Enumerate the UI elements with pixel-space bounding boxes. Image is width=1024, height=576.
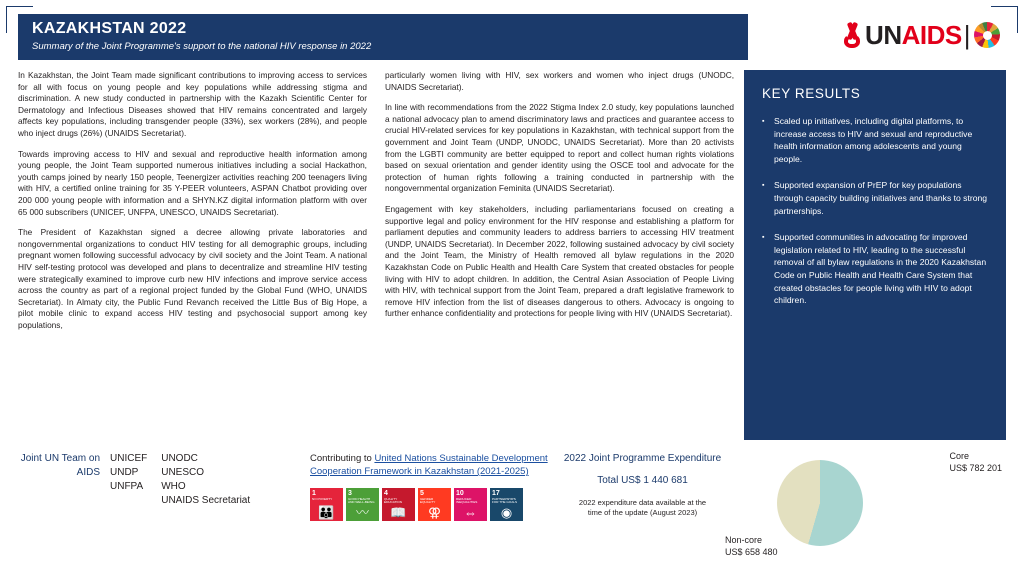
key-result-item (762, 115, 990, 165)
paragraph: particularly women living with HIV, sex workers and women who inject drugs (UNODC, UNAIDS Secretariat). (385, 70, 734, 92)
right-text-column (385, 70, 734, 440)
expenditure-title: 2022 Joint Programme Expenditure (563, 453, 722, 464)
text-columns (18, 70, 744, 440)
page-footer (18, 446, 1006, 566)
sdg-title: NO POVERTY (312, 497, 333, 501)
bullet-icon: ▪ (762, 118, 765, 125)
sdg-icon-17 (490, 488, 523, 521)
key-results-title: KEY RESULTS (762, 86, 861, 101)
cooperation-framework-text (310, 452, 560, 478)
agency-item: WHO (161, 481, 186, 492)
sdg-number: 17 (492, 490, 500, 497)
expenditure-block (560, 446, 725, 566)
sdg-icon-10 (454, 488, 487, 521)
sdg-glyph-icon: 〰 (355, 505, 369, 520)
wordmark-bar: | (963, 20, 970, 50)
expenditure-pie-chart (725, 446, 1006, 566)
left-text-column (18, 70, 367, 440)
sdg-glyph-icon: 📖 (390, 505, 407, 520)
sdg-title: QUALITY EDUCATION (384, 497, 402, 505)
key-result-text: Supported expansion of PrEP for key populations through capacity building initiatives and thanks to strong partnerships. (774, 180, 988, 216)
sdg-icon-3 (346, 488, 379, 521)
sdg-icon-5 (418, 488, 451, 521)
pie-label-noncore-name: Non-core (725, 535, 763, 545)
unaids-logo (841, 20, 1000, 50)
pie-chart-graphic (777, 460, 863, 546)
pie-label-core (949, 450, 1002, 474)
paragraph: Towards improving access to HIV and sexual and reproductive health information among young people, the Joint Team supported numerous initiatives including a social Hackathon, youth camps joined by nearly 150 people, Teenergizer activities reaching 200 teenagers living with HIV, a certified online training for 35 Y-PEER volunteers, ASPAN Chatbot providing over 200 000 young people with information and a SHYN.KZ digital information platform with over 65 000 subscribers (UNICEF, UNFPA, UNESCO, UNAIDS Secretariat). (18, 148, 367, 217)
bullet-icon: ▪ (762, 182, 765, 190)
sdg-number: 5 (420, 490, 424, 497)
paragraph: In Kazakhstan, the Joint Team made significant contributions to improving access to services for all with focus on young people and key populations while addressing stigma and discrimination. A new study conducted in partnership with the Kazakh Scientific Center for Dermatology and Infectious Diseases showed that HIV remains concentrated and largely affects key populations, including transgender people (33%), sex workers (28%), and people who inject drugs (26%) (UNAIDS Secretariat). (18, 70, 367, 138)
sdg-title: PARTNERSHIPS FOR THE GOALS (492, 497, 518, 505)
header-logo-area (748, 14, 1006, 60)
paragraph: Engagement with key stakeholders, including parliamentarians focused on creating a supportive legal and policy environment for the HIV response and establishing a platform for parliament deputies and community leaders to address barriers to accessing HIV treatment (UNDP, UNAIDS Secretariat). In December 2022, following sustained advocacy by civil society and the Joint Team, the Ministry of Health removed all bylaw regulations in the 2020 Kazakhstan Code on Public Health and Health Care System that created obstacles for people living with HIV to adopt children. In addition, the Central Asian Association of People Living with HIV, with technical support from the Joint Team, prepared a draft legislative framework to remove HIV infection from the list of diseases dangerous to others. Advocacy is ongoing to further enhance confidentiality and protections for people living with HIV (UNAIDS Secretariat). (385, 203, 734, 319)
page-content (18, 70, 1006, 440)
sdg-number: 1 (312, 490, 316, 497)
agency-item: UNODC (161, 453, 198, 464)
expenditure-total: Total US$ 1 440 681 (597, 475, 688, 486)
wordmark-un: UN (865, 20, 902, 50)
agency-item: UNAIDS Secretariat (161, 495, 251, 506)
paragraph: In line with recommendations from the 2022 Stigma Index 2.0 study, key populations launched a national advocacy plan to amend discriminatory laws and practices and guarantee access to crucial HIV-related services for key populations in Kazakhstan, with technical support from the government and Joint Team (UNDP, UNODC, UNAIDS Secretariat). More than 20 activists from the LGBTI community are better equipped to report and collect human rights violations based on sexual orientation and gender identity using the OSCE tool and advocate for the protection of human rights following a training conducted in partnership with the nongovernmental organization Feminita (UNAIDS Secretariat). (385, 102, 734, 194)
paragraph: The President of Kazakhstan signed a decree allowing private laboratories and nongovernmental organizations to conduct HIV testing for all demographic groups, including pregnant women following successful advocacy by civil society and the Joint Team. A national HIV self-testing protocol was developed and plans to decentralize and streamline HIV testing were strategically examined to improve curb new HIV infections and improve service access across the country as part of a regional project funded by the Global Fund (WHO, UNAIDS Secretariat). In Almaty city, the Public Fund Revanch received the Little Bus of Big Hope, a pilot mobile clinic to expand access HIV testing and psychosocial support among key populations, (18, 227, 367, 330)
page-subtitle: Summary of the Joint Programme's support to the national HIV response in 2022 (32, 41, 372, 52)
agency-item: UNDP (110, 467, 139, 478)
agency-item: UNFPA (110, 481, 144, 492)
sdg-icon-row (310, 488, 560, 521)
sdg-number: 10 (456, 490, 464, 497)
key-result-item (762, 231, 990, 307)
agency-item: UNESCO (161, 467, 205, 478)
framework-link[interactable]: United Nations Sustainable Development Cooperation Framework in Kazakhstan (2021-2025) (310, 453, 548, 477)
pie-label-core-name: Core (949, 451, 969, 461)
sdg-icon-1 (310, 488, 343, 521)
key-result-text: Scaled up initiatives, including digital platforms, to increase access to HIV and sexual and reproductive health information among adolescents and young people. (774, 116, 973, 164)
agency-column-2 (161, 452, 250, 566)
sdg-wheel-icon (974, 22, 1000, 48)
expenditure-note: 2022 expenditure data available at the time of the update (August 2023) (578, 498, 707, 517)
sdg-title: GENDER EQUALITY (420, 497, 436, 505)
bullet-icon: ▪ (762, 234, 765, 242)
red-ribbon-icon (841, 22, 863, 48)
pie-label-noncore (725, 534, 778, 558)
sdg-number: 3 (348, 490, 352, 497)
pie-label-noncore-value: US$ 658 480 (725, 547, 778, 557)
agency-item: UNICEF (110, 453, 148, 464)
key-result-item (762, 179, 990, 217)
cooperation-framework-block (310, 446, 560, 566)
sdg-glyph-icon: ⚢ (427, 505, 442, 520)
framework-prefix: Contributing to (310, 453, 375, 464)
sdg-title: GOOD HEALTH AND WELL-BEING (348, 497, 375, 505)
sdg-number: 4 (384, 490, 388, 497)
page-title: KAZAKHSTAN 2022 (32, 20, 187, 37)
sdg-glyph-icon: ⇔ (464, 505, 477, 520)
joint-un-team-label: Joint UN Team on AIDS (20, 453, 100, 478)
sdg-glyph-icon: 👪 (318, 505, 335, 520)
sdg-title: REDUCED INEQUALITIES (456, 497, 478, 505)
sdg-icon-4 (382, 488, 415, 521)
sdg-glyph-icon: ◉ (500, 505, 513, 520)
pie-label-core-value: US$ 782 201 (949, 463, 1002, 473)
agency-column-1 (110, 452, 147, 566)
agency-list (110, 446, 310, 566)
header-band (18, 14, 748, 60)
unaids-wordmark (865, 22, 972, 48)
page-header (18, 14, 1006, 60)
wordmark-aids: AIDS (901, 20, 962, 50)
key-result-text: Supported communities in advocating for improved legislation related to HIV, leading to the successful removal of all bylaw regulations in the 2020 Kazakhstan Code on Public Health and Health Care System that created obstacles for people living with HIV to adopt children. (774, 232, 987, 306)
key-results-panel (744, 70, 1006, 440)
